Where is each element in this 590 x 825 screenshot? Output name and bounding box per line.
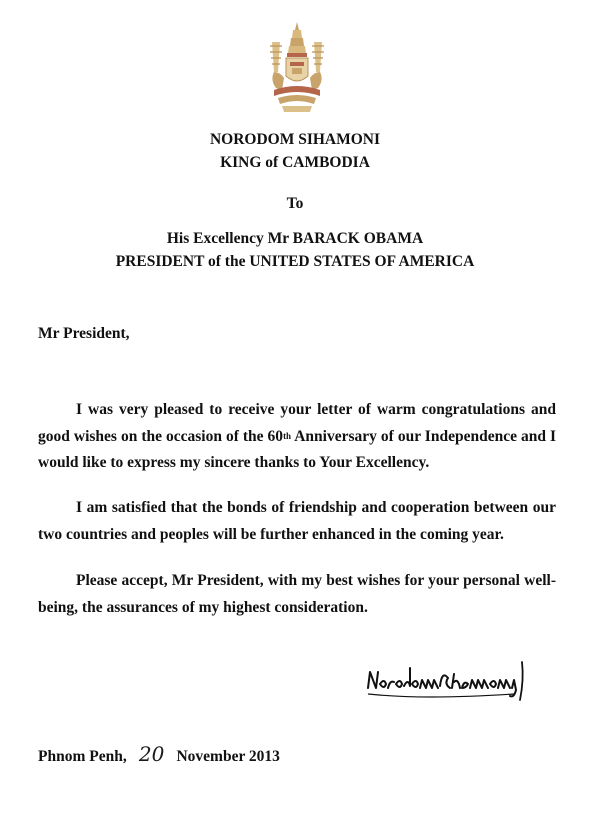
month-year-text: November 2013 xyxy=(176,748,280,765)
paragraph-3 xyxy=(38,568,556,621)
paragraph-2 xyxy=(38,495,556,548)
paragraph-1 xyxy=(38,397,556,477)
salutation: Mr President, xyxy=(38,325,130,342)
ordinal-suffix: th xyxy=(283,430,292,441)
royal-coat-of-arms-icon xyxy=(266,20,328,116)
handwritten-day: 20 xyxy=(138,742,165,766)
addressee-title: PRESIDENT of the UNITED STATES OF AMERICA xyxy=(115,253,475,270)
sender-name: NORODOM SIHAMONI xyxy=(209,131,381,148)
paragraph-1-end: Anniversary of our Independence and I would like to express my sincere thanks to Your Excellency. xyxy=(38,427,556,471)
date-line xyxy=(38,742,280,766)
place-text: Phnom Penh, xyxy=(38,748,127,765)
paragraph-1-start: I was very pleased to receive your letter of warm congratulations and good wishes on the occasion of the 60 xyxy=(38,401,556,445)
paragraph-2-text: I am satisfied that the bonds of friendship and cooperation between our two countries and peoples will be further enhanced in the coming year. xyxy=(38,499,556,543)
to-label: To xyxy=(286,195,304,212)
paragraph-3-text: Please accept, Mr President, with my best wishes for your personal well-being, the assurances of my highest consideration. xyxy=(38,572,556,616)
handwritten-signature xyxy=(364,656,532,704)
sender-title: KING of CAMBODIA xyxy=(220,154,370,171)
addressee-name: His Excellency Mr BARACK OBAMA xyxy=(166,230,424,247)
